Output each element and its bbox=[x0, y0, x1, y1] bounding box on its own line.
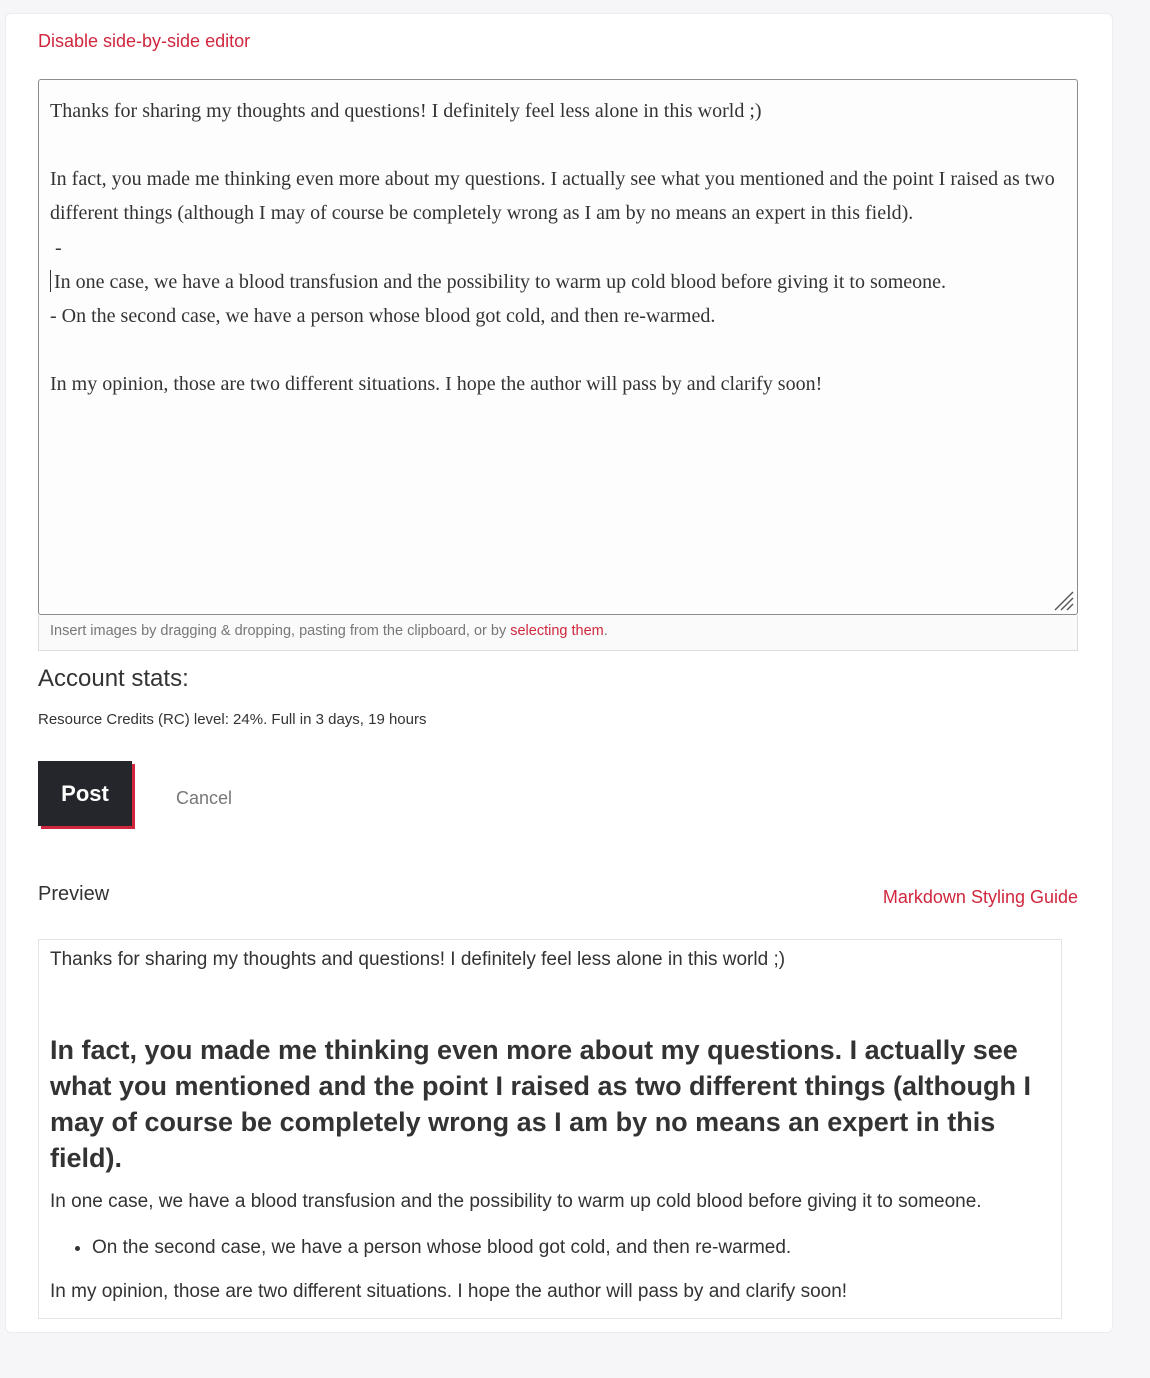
editor-line: Thanks for sharing my thoughts and questions! I definitely feel less alone in this world ;) bbox=[50, 100, 762, 122]
editor-line bbox=[50, 333, 1066, 367]
preview-paragraph: In my opinion, those are two different situations. I hope the author will pass by and clarify soon! bbox=[50, 1281, 848, 1302]
editor-line-cursor bbox=[50, 265, 1066, 299]
dropzone-text: Insert images by dragging & dropping, pasting from the clipboard, or by bbox=[50, 623, 511, 639]
resize-handle-icon[interactable] bbox=[1051, 588, 1075, 612]
editor-line bbox=[50, 128, 1066, 162]
preview-list-item: • On the second case, we have a person whose blood got cold, and then re-warmed. bbox=[92, 1234, 1050, 1262]
editor-line-text: In one case, we have a blood transfusion and the possibility to warm up cold blood before giving it to someone. bbox=[54, 270, 947, 293]
post-button[interactable]: Post bbox=[38, 761, 132, 826]
editor-line: In my opinion, those are two different situations. I hope the author will pass by and clarify soon! bbox=[50, 373, 823, 396]
preview-paragraph: Thanks for sharing my thoughts and questions! I definitely feel less alone in this world ;) bbox=[50, 949, 786, 970]
cancel-button[interactable]: Cancel bbox=[176, 788, 233, 808]
editor-line: - bbox=[50, 236, 62, 259]
preview-list bbox=[50, 1234, 1050, 1262]
preview-label: Preview bbox=[38, 883, 110, 905]
markdown-guide-link[interactable]: Markdown Styling Guide bbox=[882, 887, 1078, 907]
preview-paragraph: In one case, we have a blood transfusion and the possibility to warm up cold blood before giving it to someone. bbox=[50, 1191, 982, 1212]
editor-line: In fact, you made me thinking even more about my questions. I actually see what you mentioned and the point I raised as two different things (although I may of course be completely wrong as I am by no means an expert in this field). bbox=[50, 168, 1060, 225]
image-dropzone[interactable] bbox=[38, 615, 1078, 651]
preview-pane bbox=[38, 939, 1062, 1319]
select-images-link[interactable]: selecting them bbox=[510, 623, 604, 639]
preview-heading: In fact, you made me thinking even more about my questions. I actually see what you mentioned and the point I raised as two different things (although I may of course be completely wrong as I am by no means an expert in this field). bbox=[50, 1035, 1032, 1173]
account-stats-title: Account stats: bbox=[38, 665, 189, 692]
text-cursor bbox=[50, 270, 51, 292]
disable-side-by-side-link[interactable]: Disable side-by-side editor bbox=[38, 31, 251, 51]
dropzone-suffix: . bbox=[603, 623, 608, 639]
resource-credits-line: Resource Credits (RC) level: 24%. Full in 3 days, 19 hours bbox=[38, 711, 427, 728]
editor-line: - On the second case, we have a person whose blood got cold, and then re-warmed. bbox=[50, 305, 716, 328]
comment-textarea[interactable] bbox=[38, 79, 1078, 615]
